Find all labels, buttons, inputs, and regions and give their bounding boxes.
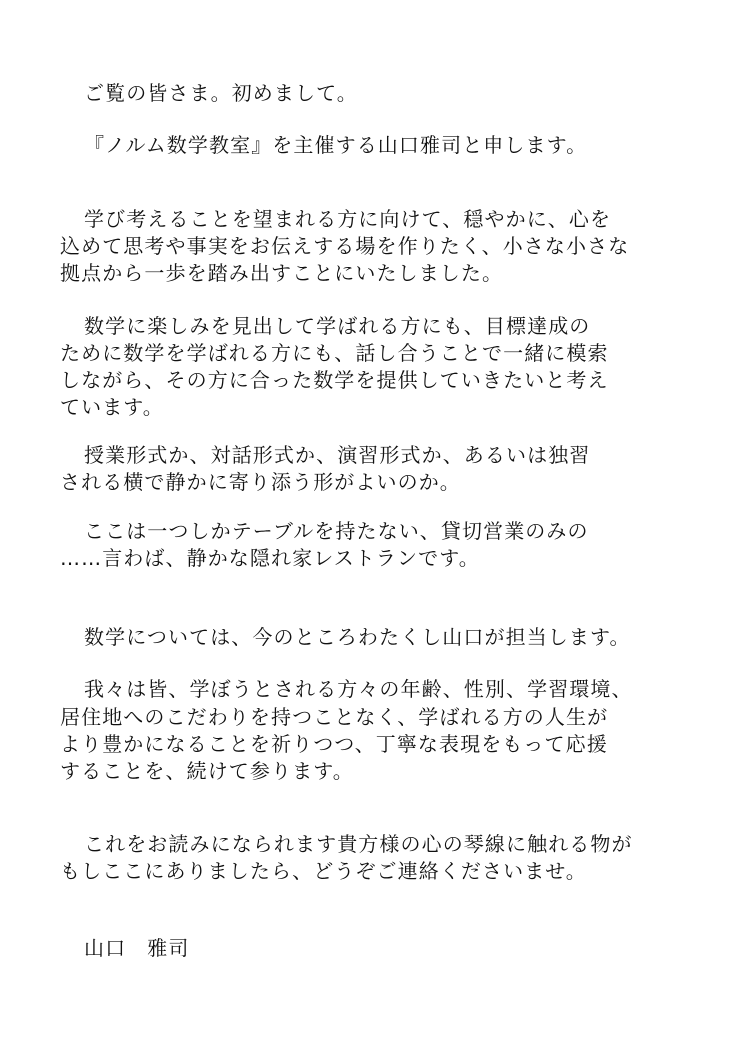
- intro-line: 『ノルム数学教室』を主催する山口雅司と申します。: [84, 133, 588, 157]
- paragraph-7-line-1: これをお読みになられます貴方様の心の琴線に触れる物が: [84, 832, 633, 856]
- paragraph-6-line-4: することを、続けて参ります。: [60, 759, 354, 783]
- paragraph-1-line-1: 学び考えることを望まれる方に向けて、穏やかに、心を: [84, 207, 612, 231]
- paragraph-1-line-2: 込めて思考や事実をお伝えする場を作りたく、小さな小さな: [60, 234, 630, 258]
- paragraph-5-line-1: 数学については、今のところわたくし山口が担当します。: [84, 625, 631, 649]
- paragraph-2-line-3: しながら、その方に合った数学を提供していきたいと考え: [60, 368, 609, 392]
- paragraph-3-line-1: 授業形式か、対話形式か、演習形式か、あるいは独習: [84, 443, 591, 467]
- signature: 山口 雅司: [84, 936, 190, 960]
- greeting-line: ご覧の皆さま。初めまして。: [84, 81, 358, 105]
- paragraph-4-line-1: ここは一つしかテーブルを持たない、貸切営業のみの: [84, 519, 589, 543]
- paragraph-6-line-1: 我々は皆、学ぼうとされる方々の年齢、性別、学習環境、: [84, 677, 633, 701]
- paragraph-2-line-4: ています。: [60, 395, 164, 419]
- paragraph-2-line-2: ために数学を学ばれる方にも、話し合うことで一緒に模索: [60, 341, 609, 365]
- paragraph-7-line-2: もしここにありましたら、どうぞご連絡くださいませ。: [60, 859, 587, 883]
- paragraph-6-line-2: 居住地へのこだわりを持つことなく、学ばれる方の人生が: [60, 705, 609, 729]
- paragraph-1-line-3: 拠点から一歩を踏み出すことにいたしました。: [60, 261, 504, 285]
- paragraph-4-line-2: ……言わば、静かな隠れ家レストランです。: [60, 546, 480, 570]
- paragraph-2-line-1: 数学に楽しみを見出して学ばれる方にも、目標達成の: [84, 314, 591, 338]
- paragraph-6-line-3: より豊かになることを祈りつつ、丁寧な表現をもって応援: [60, 732, 608, 756]
- paragraph-3-line-2: される横で静かに寄り添う形がよいのか。: [60, 470, 461, 494]
